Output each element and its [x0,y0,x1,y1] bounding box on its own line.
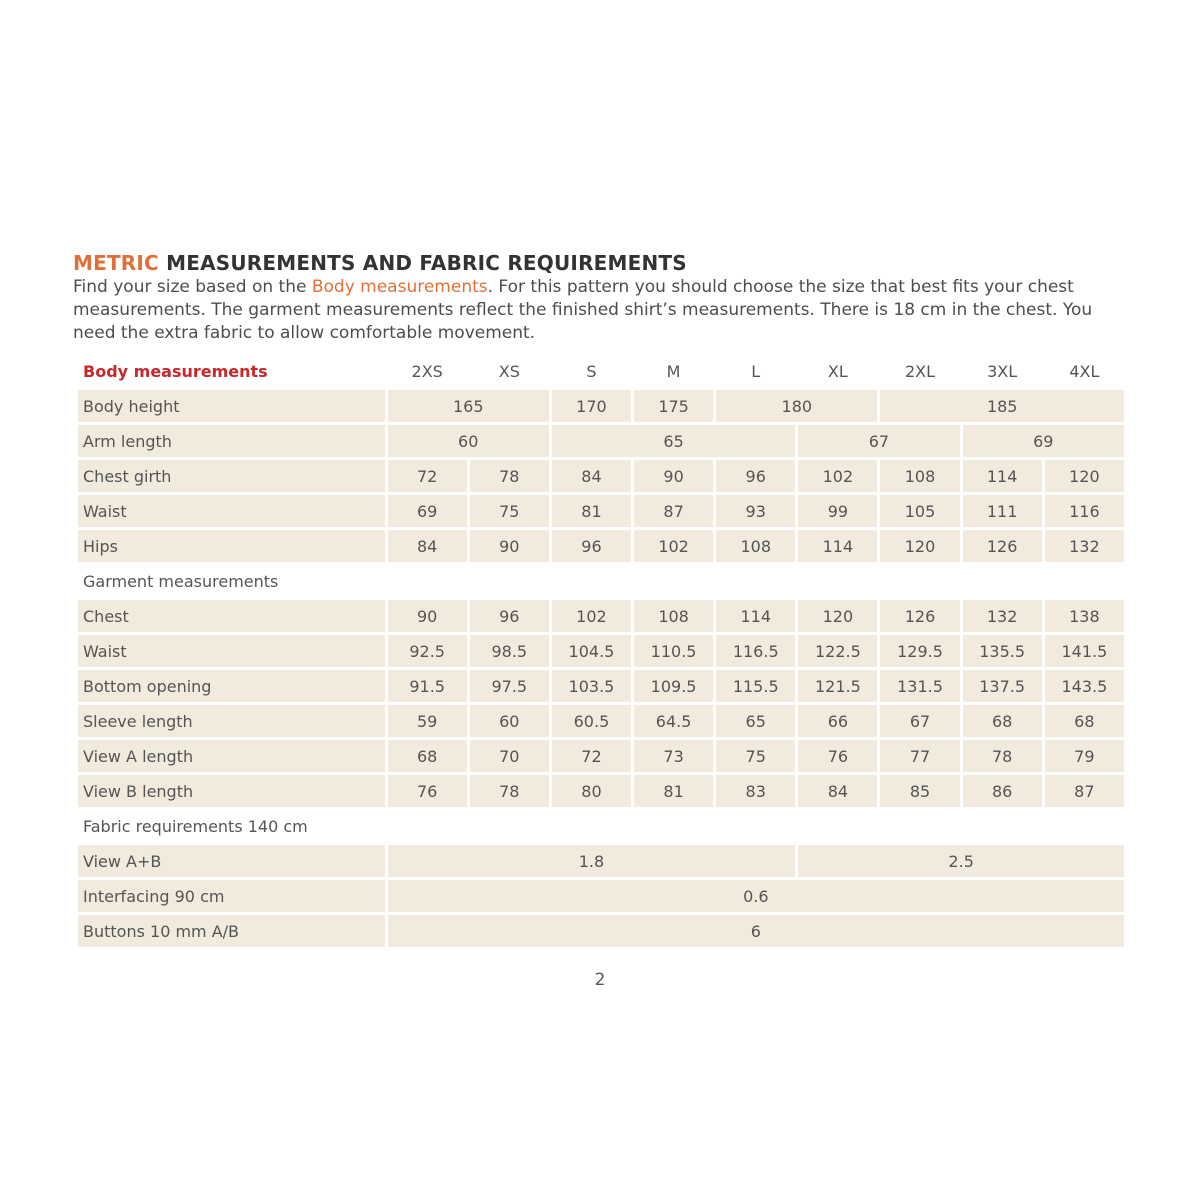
section-header-row [78,810,1124,842]
measurements-page [73,250,1125,941]
row-label: Arm length [78,425,385,457]
table-cell: 60.5 [552,705,631,737]
table-cell: 76 [798,740,877,772]
table-cell: 83 [716,775,795,807]
table-cell: 114 [798,530,877,562]
body-measurements-link: Body measurements [311,277,488,297]
table-cell: 180 [716,390,877,422]
table-cell: 76 [388,775,467,807]
table-cell: 66 [798,705,877,737]
table-row [78,670,1124,702]
table-row [78,705,1124,737]
size-header: XL [827,361,848,381]
table-cell: 69 [963,425,1124,457]
garment-measurements-header: Garment measurements [83,571,279,591]
table-cell: 90 [470,530,549,562]
size-header: 2XL [904,361,936,381]
table-cell: 143.5 [1045,670,1124,702]
title-rest: MEASUREMENTS AND FABRIC REQUIREMENTS [166,251,687,275]
section-header-row [78,565,1124,597]
table-row [78,425,1124,457]
table-row [78,880,1124,912]
table-cell: 81 [552,495,631,527]
table-row [78,530,1124,562]
table-row [78,740,1124,772]
table-cell: 138 [1045,600,1124,632]
row-label: View A+B [78,845,385,877]
body-measurements-header: Body measurements [83,361,268,381]
table-cell: 81 [634,775,713,807]
table-cell: 109.5 [634,670,713,702]
table-cell: 85 [880,775,959,807]
table-cell: 67 [880,705,959,737]
row-label: Waist [78,635,385,667]
table-cell: 79 [1045,740,1124,772]
table-cell: 132 [963,600,1042,632]
table-row [78,915,1124,947]
table-cell: 84 [388,530,467,562]
row-label: Hips [78,530,385,562]
table-row [78,600,1124,632]
intro-paragraph [73,276,1113,345]
table-cell: 135.5 [963,635,1042,667]
table-row [78,845,1124,877]
table-row [78,460,1124,492]
table-cell: 137.5 [963,670,1042,702]
table-cell: 108 [880,460,959,492]
intro-after-link: . For this pattern you should choose the size that best fits your chest measurements. The garment measurements reflect the finished shirt’s measurements. There is 18 cm in the chest. You need the extra fabric to allow comfortable movement. [73,277,1093,343]
size-header: XS [498,361,520,381]
table-cell: 87 [1045,775,1124,807]
size-header: 4XL [1069,361,1100,381]
fabric-requirements-header: Fabric requirements 140 cm [83,816,308,836]
table-cell: 60 [470,705,549,737]
size-header: L [751,361,761,381]
table-cell: 75 [716,740,795,772]
table-cell: 185 [880,390,1124,422]
table-cell: 141.5 [1045,635,1124,667]
table-cell: 102 [798,460,877,492]
page-title [73,250,1125,276]
table-cell: 60 [388,425,549,457]
size-table [75,352,1127,950]
table-cell: 110.5 [634,635,713,667]
size-header-row [78,355,1124,387]
table-cell: 115.5 [716,670,795,702]
table-cell: 86 [963,775,1042,807]
table-cell: 67 [798,425,959,457]
table-cell: 165 [388,390,549,422]
table-cell: 68 [1045,705,1124,737]
table-cell: 78 [963,740,1042,772]
table-row [78,775,1124,807]
table-cell: 122.5 [798,635,877,667]
table-cell: 1.8 [388,845,796,877]
table-cell: 59 [388,705,467,737]
table-cell: 111 [963,495,1042,527]
table-cell: 6 [388,915,1124,947]
table-cell: 69 [388,495,467,527]
table-cell: 96 [716,460,795,492]
table-cell: 0.6 [388,880,1124,912]
table-cell: 105 [880,495,959,527]
size-header: M [666,361,681,381]
table-cell: 78 [470,775,549,807]
table-cell: 92.5 [388,635,467,667]
table-cell: 96 [552,530,631,562]
table-cell: 98.5 [470,635,549,667]
table-cell: 87 [634,495,713,527]
size-header: 2XS [411,361,443,381]
table-cell: 99 [798,495,877,527]
row-label: Body height [78,390,385,422]
row-label: Waist [78,495,385,527]
table-cell: 72 [388,460,467,492]
table-cell: 108 [634,600,713,632]
table-cell: 75 [470,495,549,527]
table-cell: 68 [388,740,467,772]
table-cell: 129.5 [880,635,959,667]
table-cell: 93 [716,495,795,527]
intro-before-link: Find your size based on the [73,277,312,297]
table-cell: 116 [1045,495,1124,527]
table-cell: 90 [388,600,467,632]
row-label: View A length [78,740,385,772]
table-row [78,390,1124,422]
table-cell: 104.5 [552,635,631,667]
table-cell: 120 [798,600,877,632]
title-accent: METRIC [73,251,159,275]
table-cell: 121.5 [798,670,877,702]
table-row [78,635,1124,667]
size-header: S [586,361,597,381]
table-cell: 120 [880,530,959,562]
table-cell: 120 [1045,460,1124,492]
table-cell: 65 [552,425,795,457]
table-cell: 114 [716,600,795,632]
table-cell: 65 [716,705,795,737]
table-cell: 72 [552,740,631,772]
table-cell: 84 [798,775,877,807]
row-label: Buttons 10 mm A/B [78,915,385,947]
table-cell: 116.5 [716,635,795,667]
table-cell: 131.5 [880,670,959,702]
table-cell: 126 [880,600,959,632]
table-cell: 126 [963,530,1042,562]
table-cell: 114 [963,460,1042,492]
row-label: Bottom opening [78,670,385,702]
table-cell: 132 [1045,530,1124,562]
row-label: Chest [78,600,385,632]
table-cell: 102 [552,600,631,632]
table-cell: 96 [470,600,549,632]
table-cell: 102 [634,530,713,562]
page-number: 2 [594,970,606,990]
table-cell: 170 [552,390,631,422]
table-cell: 2.5 [798,845,1124,877]
table-cell: 108 [716,530,795,562]
table-cell: 90 [634,460,713,492]
size-header: 3XL [987,361,1018,381]
table-cell: 77 [880,740,959,772]
table-cell: 68 [963,705,1042,737]
table-cell: 97.5 [470,670,549,702]
table-cell: 84 [552,460,631,492]
table-cell: 91.5 [388,670,467,702]
table-row [78,495,1124,527]
table-cell: 73 [634,740,713,772]
table-cell: 70 [470,740,549,772]
row-label: View B length [78,775,385,807]
table-cell: 80 [552,775,631,807]
row-label: Interfacing 90 cm [78,880,385,912]
table-cell: 78 [470,460,549,492]
row-label: Chest girth [78,460,385,492]
row-label: Sleeve length [78,705,385,737]
table-cell: 175 [634,390,713,422]
table-cell: 103.5 [552,670,631,702]
table-cell: 64.5 [634,705,713,737]
